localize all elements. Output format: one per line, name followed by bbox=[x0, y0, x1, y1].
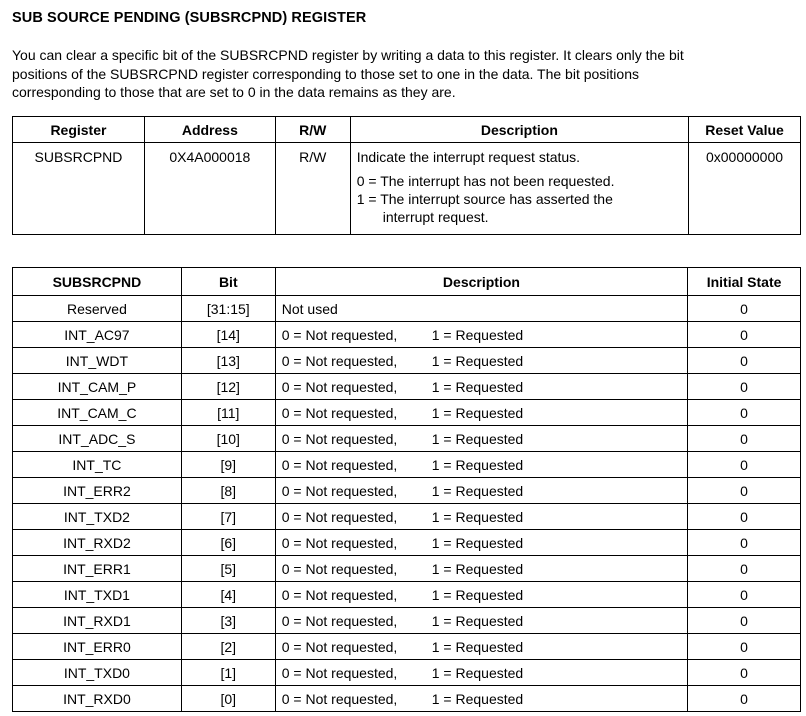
bit-field-name: INT_WDT bbox=[13, 348, 182, 374]
table-row bbox=[13, 504, 801, 530]
description-value-0: 0 = Not requested, bbox=[281, 482, 398, 499]
bit-description bbox=[275, 582, 687, 608]
bit-field-name: INT_ERR1 bbox=[13, 556, 182, 582]
description-value-1: 1 = Requested bbox=[431, 404, 524, 421]
initial-state: 0 bbox=[688, 582, 801, 608]
bit-description bbox=[275, 686, 687, 712]
register-table-header bbox=[13, 117, 801, 143]
bit-range: [14] bbox=[181, 322, 275, 348]
bit-range: [4] bbox=[181, 582, 275, 608]
bit-field-name: INT_CAM_C bbox=[13, 400, 182, 426]
table-row bbox=[13, 660, 801, 686]
bit-field-name: INT_ERR0 bbox=[13, 634, 182, 660]
description-line: 0 = The interrupt has not been requested. bbox=[356, 173, 615, 189]
description-value-0: 0 = Not requested, bbox=[281, 612, 398, 629]
description-line: 1 = The interrupt source has asserted the bbox=[356, 191, 613, 207]
bit-field-name: INT_ERR2 bbox=[13, 478, 182, 504]
initial-state: 0 bbox=[688, 374, 801, 400]
header-bit: Bit bbox=[181, 268, 275, 296]
bit-range: [12] bbox=[181, 374, 275, 400]
description-value-1: 1 = Requested bbox=[431, 456, 524, 473]
bit-range: [3] bbox=[181, 608, 275, 634]
bits-table bbox=[12, 267, 801, 712]
description-value-0: 0 = Not requested, bbox=[281, 664, 398, 681]
bit-field-name: INT_ADC_S bbox=[13, 426, 182, 452]
register-row bbox=[13, 143, 801, 235]
bit-range: [11] bbox=[181, 400, 275, 426]
bit-range: [1] bbox=[181, 660, 275, 686]
bit-description bbox=[275, 504, 687, 530]
description-value-1: 1 = Requested bbox=[431, 508, 524, 525]
header-reset-value: Reset Value bbox=[689, 117, 801, 143]
table-row bbox=[13, 582, 801, 608]
intro-paragraph bbox=[12, 46, 797, 102]
initial-state: 0 bbox=[688, 478, 801, 504]
initial-state: 0 bbox=[688, 504, 801, 530]
initial-state: 0 bbox=[688, 322, 801, 348]
description-value-1: 1 = Requested bbox=[431, 378, 524, 395]
bit-range: [13] bbox=[181, 348, 275, 374]
bit-description bbox=[275, 426, 687, 452]
description-value-1: 1 = Requested bbox=[431, 482, 524, 499]
table-row bbox=[13, 400, 801, 426]
table-row bbox=[13, 608, 801, 634]
table-row bbox=[13, 452, 801, 478]
bit-range: [6] bbox=[181, 530, 275, 556]
description-value-0: 0 = Not requested, bbox=[281, 352, 398, 369]
header-register: Register bbox=[13, 117, 145, 143]
bit-field-name: INT_TXD2 bbox=[13, 504, 182, 530]
bit-description bbox=[275, 374, 687, 400]
bit-range: [2] bbox=[181, 634, 275, 660]
table-row bbox=[13, 556, 801, 582]
bit-range: [9] bbox=[181, 452, 275, 478]
bit-description bbox=[275, 400, 687, 426]
description-value-1: 1 = Requested bbox=[431, 534, 524, 551]
register-table bbox=[12, 116, 801, 235]
bit-range: [7] bbox=[181, 504, 275, 530]
header-subsrcpnd: SUBSRCPND bbox=[13, 268, 182, 296]
bit-description bbox=[275, 478, 687, 504]
initial-state: 0 bbox=[688, 296, 801, 322]
bits-table-header bbox=[13, 268, 801, 296]
table-row bbox=[13, 374, 801, 400]
bit-field-name: INT_TXD1 bbox=[13, 582, 182, 608]
bit-description bbox=[275, 322, 687, 348]
header-rw: R/W bbox=[275, 117, 350, 143]
initial-state: 0 bbox=[688, 660, 801, 686]
initial-state: 0 bbox=[688, 634, 801, 660]
description-value-0: 0 = Not requested, bbox=[281, 690, 398, 707]
initial-state: 0 bbox=[688, 426, 801, 452]
description-line: Indicate the interrupt request status. bbox=[356, 149, 581, 165]
bit-field-name: INT_RXD0 bbox=[13, 686, 182, 712]
description-value-0: 0 = Not requested, bbox=[281, 430, 398, 447]
bit-range: [10] bbox=[181, 426, 275, 452]
initial-state: 0 bbox=[688, 686, 801, 712]
initial-state: 0 bbox=[688, 400, 801, 426]
description-value-0: 0 = Not requested, bbox=[281, 560, 398, 577]
description-value-0: 0 = Not requested, bbox=[281, 378, 398, 395]
page-heading: SUB SOURCE PENDING (SUBSRCPND) REGISTER bbox=[12, 10, 367, 26]
description-value-1: 1 = Requested bbox=[431, 690, 524, 707]
description-value-0: 0 = Not requested, bbox=[281, 586, 398, 603]
description-value-0: 0 = Not requested, bbox=[281, 508, 398, 525]
table-row bbox=[13, 322, 801, 348]
bit-description bbox=[275, 530, 687, 556]
bit-field-name: INT_AC97 bbox=[13, 322, 182, 348]
bit-description bbox=[275, 634, 687, 660]
intro-line: positions of the SUBSRCPND register corresponding to those set to one in the data. The bit positions bbox=[12, 65, 639, 82]
bit-description bbox=[275, 556, 687, 582]
header-address: Address bbox=[144, 117, 275, 143]
initial-state: 0 bbox=[688, 530, 801, 556]
register-name: SUBSRCPND bbox=[13, 143, 145, 235]
bit-description bbox=[275, 660, 687, 686]
table-row bbox=[13, 296, 801, 322]
table-row bbox=[13, 348, 801, 374]
initial-state: 0 bbox=[688, 348, 801, 374]
table-row bbox=[13, 634, 801, 660]
description-value-1: 1 = Requested bbox=[431, 560, 524, 577]
register-address: 0X4A000018 bbox=[144, 143, 275, 235]
bit-range: [31:15] bbox=[181, 296, 275, 322]
bit-range: [8] bbox=[181, 478, 275, 504]
description-value-1: 1 = Requested bbox=[431, 430, 524, 447]
bit-range: [5] bbox=[181, 556, 275, 582]
description-value-0: 0 = Not requested, bbox=[281, 326, 398, 343]
description-value-1: 1 = Requested bbox=[431, 352, 524, 369]
bit-field-name: INT_TC bbox=[13, 452, 182, 478]
description-value-1: 1 = Requested bbox=[431, 664, 524, 681]
bit-field-name: INT_CAM_P bbox=[13, 374, 182, 400]
bit-field-name: INT_RXD1 bbox=[13, 608, 182, 634]
description-value-1: 1 = Requested bbox=[431, 326, 524, 343]
description-value-1: 1 = Requested bbox=[431, 638, 524, 655]
register-description bbox=[350, 143, 688, 235]
intro-line: corresponding to those that are set to 0 in the data remains as they are. bbox=[12, 84, 456, 100]
description-value-0: 0 = Not requested, bbox=[281, 638, 398, 655]
bit-range: [0] bbox=[181, 686, 275, 712]
bit-description bbox=[275, 608, 687, 634]
bit-field-name: Reserved bbox=[13, 296, 182, 322]
bit-description bbox=[275, 348, 687, 374]
table-row bbox=[13, 686, 801, 712]
description-value-1: 1 = Requested bbox=[431, 586, 524, 603]
description-value-0: 0 = Not requested, bbox=[281, 404, 398, 421]
initial-state: 0 bbox=[688, 452, 801, 478]
bit-description bbox=[275, 296, 687, 322]
bit-field-name: INT_RXD2 bbox=[13, 530, 182, 556]
register-rw: R/W bbox=[275, 143, 350, 235]
header-description: Description bbox=[350, 117, 688, 143]
description-value-0: 0 = Not requested, bbox=[281, 534, 398, 551]
header-initial-state: Initial State bbox=[688, 268, 801, 296]
table-row bbox=[13, 530, 801, 556]
table-row bbox=[13, 426, 801, 452]
register-reset-value: 0x00000000 bbox=[689, 143, 801, 235]
description-value-0: 0 = Not requested, bbox=[281, 456, 398, 473]
initial-state: 0 bbox=[688, 556, 801, 582]
bit-description bbox=[275, 452, 687, 478]
bit-field-name: INT_TXD0 bbox=[13, 660, 182, 686]
description-value-0: Not used bbox=[281, 300, 338, 317]
initial-state: 0 bbox=[688, 608, 801, 634]
table-row bbox=[13, 478, 801, 504]
header-description: Description bbox=[275, 268, 687, 296]
description-line: interrupt request. bbox=[382, 209, 489, 225]
description-value-1: 1 = Requested bbox=[431, 612, 524, 629]
intro-line: You can clear a specific bit of the SUBSRCPND register by writing a data to this register. It clears only the bit bbox=[12, 47, 684, 63]
